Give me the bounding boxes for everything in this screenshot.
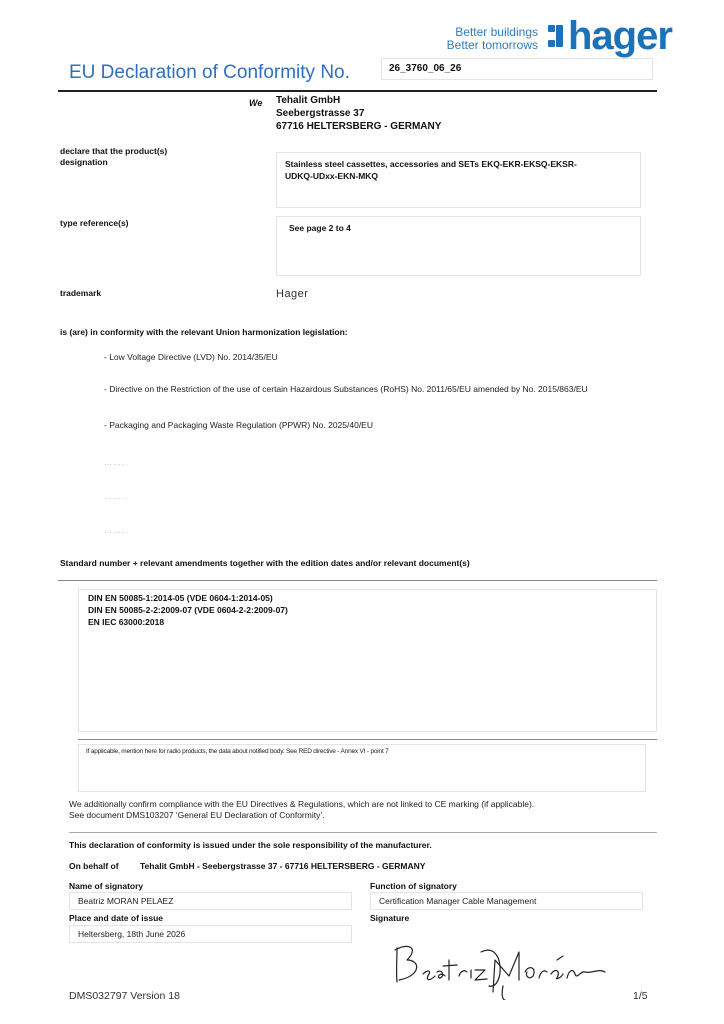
directive-placeholder: …….. xyxy=(104,492,129,501)
company-street: Seebergstrasse 37 xyxy=(276,108,365,119)
tagline-line-1: Better buildings xyxy=(455,25,538,39)
responsibility-statement: This declaration of conformity is issued under the sole responsibility of the manufacturer. xyxy=(69,840,432,850)
hager-logo xyxy=(548,16,672,56)
standard-item: EN IEC 63000:2018 xyxy=(88,617,165,627)
trademark-value: Hager xyxy=(276,288,309,300)
additional-line-1: We additionally confirm compliance with the EU Directives & Regulations, which are not linked to CE marking (if applicable). xyxy=(69,799,535,809)
signatory-function-value: Certification Manager Cable Management xyxy=(370,892,643,910)
signatory-name-value: Beatriz MORAN PELAEZ xyxy=(69,892,352,910)
directive-item: - Low Voltage Directive (LVD) No. 2014/35/EU xyxy=(104,352,278,362)
standards-list xyxy=(88,592,288,628)
standards-divider xyxy=(58,580,657,581)
product-label-line-2: designation xyxy=(60,157,108,167)
company-name: Tehalit GmbH xyxy=(276,95,341,106)
page-title: EU Declaration of Conformity No. xyxy=(69,62,350,83)
logo-mark-icon xyxy=(548,22,564,50)
we-label: We xyxy=(249,98,263,108)
signatory-name-label: Name of signatory xyxy=(69,881,144,891)
product-label xyxy=(60,146,167,168)
additional-compliance xyxy=(69,799,534,821)
product-designation-line-1: Stainless steel cassettes, accessories and SETs EKQ-EKR-EKSQ-EKSR- xyxy=(285,159,577,169)
page-number: 1/5 xyxy=(633,990,648,1002)
manufacturer-address xyxy=(276,94,441,133)
on-behalf-value: Tehalit GmbH - Seebergstrasse 37 - 67716 HELTERSBERG - GERMANY xyxy=(140,861,426,871)
type-reference-value: See page 2 to 4 xyxy=(289,223,351,233)
type-reference-label: type reference(s) xyxy=(60,218,129,228)
brand-tagline xyxy=(447,26,538,52)
directive-item: - Packaging and Packaging Waste Regulation (PPWR) No. 2025/40/EU xyxy=(104,420,373,430)
signature-label: Signature xyxy=(370,913,410,923)
conformity-heading: is (are) in conformity with the relevant Union harmonization legislation: xyxy=(60,327,348,337)
company-city: 67716 HELTERSBERG - GERMANY xyxy=(276,121,442,132)
on-behalf-label: On behalf of xyxy=(69,861,119,871)
radio-note: If applicable, mention here for radio products, the data about notified body. See RED directive - Annex VI - point 7 xyxy=(86,748,389,755)
product-designation-line-2: UDKQ-UDxx-EKN-MKQ xyxy=(285,171,379,181)
place-date-value: Heltersberg, 18th June 2026 xyxy=(69,925,352,943)
signatory-function-label: Function of signatory xyxy=(370,881,457,891)
directive-placeholder: …….. xyxy=(104,526,129,535)
responsibility-divider xyxy=(69,832,657,833)
place-date-label: Place and date of issue xyxy=(69,913,164,923)
standard-item: DIN EN 50085-1:2014-05 (VDE 0604-1:2014-05) xyxy=(88,593,273,603)
tagline-line-2: Better tomorrows xyxy=(446,38,538,52)
standard-item: DIN EN 50085-2-2:2009-07 (VDE 0604-2-2:2009-07) xyxy=(88,605,288,615)
product-designation xyxy=(285,158,577,182)
directive-item: - Directive on the Restriction of the use of certain Hazardous Substances (RoHS) No. 2011/65/EU amended by No. 2015/863/EU xyxy=(104,384,588,394)
doc-number: 26_3760_06_26 xyxy=(381,58,653,80)
radio-divider xyxy=(78,739,657,740)
product-label-line-1: declare that the product(s) xyxy=(60,146,168,156)
additional-line-2: See document DMS103207 ‘General EU Declaration of Conformity’. xyxy=(69,810,325,820)
directive-placeholder: …….. xyxy=(104,458,129,467)
standards-heading: Standard number + relevant amendments together with the edition dates and/or relevant document(s) xyxy=(60,558,470,568)
title-divider xyxy=(58,90,657,92)
footer-doc-reference: DMS032797 Version 18 xyxy=(69,990,180,1002)
trademark-label: trademark xyxy=(60,288,102,298)
logo-text: hager xyxy=(568,14,672,58)
handwritten-signature xyxy=(385,930,635,1000)
